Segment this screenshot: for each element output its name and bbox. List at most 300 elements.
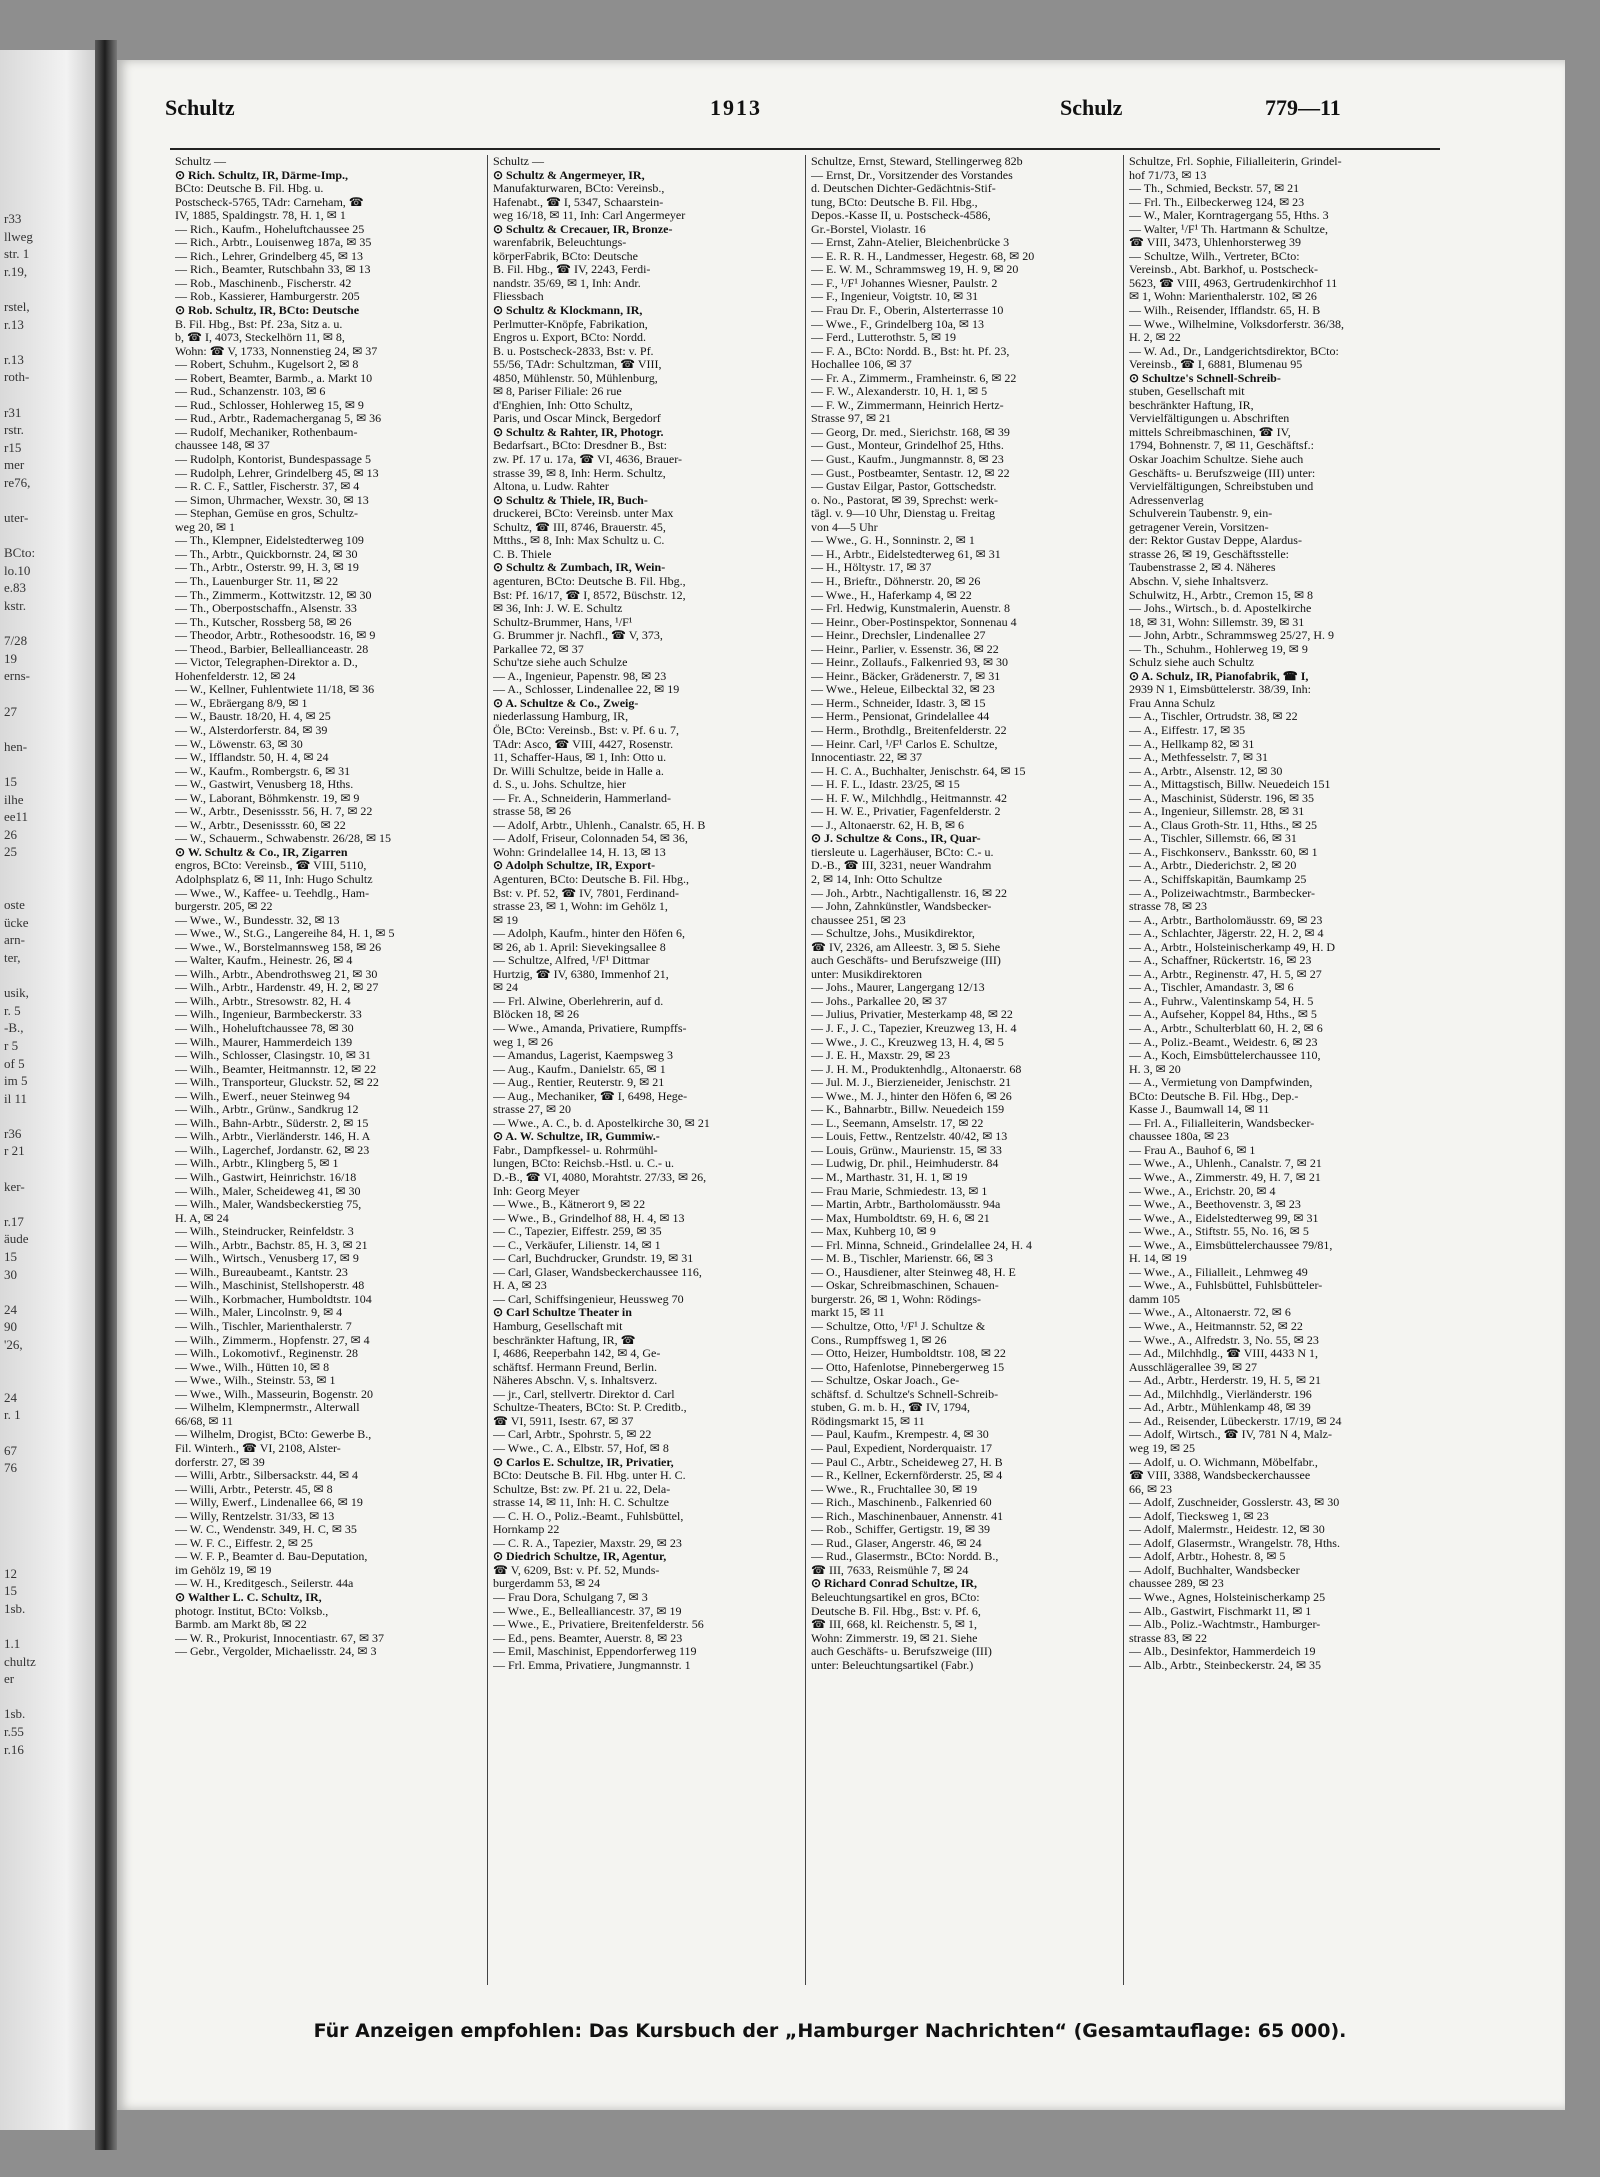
directory-entry-line: mittels Schreibmaschinen, ☎ IV, bbox=[1129, 425, 1291, 439]
facing-page-fragment: r.19, bbox=[4, 263, 28, 279]
directory-entry-line: — Wwe., A., Erichstr. 20, ✉ 4 bbox=[1129, 1184, 1276, 1198]
directory-entry-line: — A., Arbtr., Reginenstr. 47, H. 5, ✉ 27 bbox=[1129, 967, 1322, 981]
directory-entry-line: Hochallee 106, ✉ 37 bbox=[811, 358, 912, 372]
directory-entry-line: Paris, und Oscar Minck, Bergedorf bbox=[493, 412, 661, 426]
facing-page-fragment bbox=[4, 1283, 95, 1301]
directory-entry-line: — Wwe., A., Zimmerstr. 49, H. 7, ✉ 21 bbox=[1129, 1171, 1321, 1185]
directory-entry-line: — A., Fuhrw., Valentinskamp 54, H. 5 bbox=[1129, 994, 1314, 1008]
directory-entry-line: — W., Kaufm., Rombergstr. 6, ✉ 31 bbox=[175, 764, 351, 778]
facing-page-fragment: 12 bbox=[4, 1565, 17, 1581]
directory-entry-line: BCto: Deutsche B. Fil. Hbg. unter H. C. bbox=[493, 1469, 686, 1483]
facing-page-fragment: str. 1 bbox=[4, 246, 30, 262]
facing-page-fragment: ee11 bbox=[4, 809, 29, 825]
directory-entry-line: strasse 58, ✉ 26 bbox=[493, 805, 572, 819]
directory-entry-line: Deutsche B. Fil. Hbg., Bst: v. Pf. 6, bbox=[811, 1604, 981, 1618]
directory-entry-line: — W., Baustr. 18/20, H. 4, ✉ 25 bbox=[175, 710, 331, 724]
directory-entry-line: ☎ V, 6209, Bst: v. Pf. 52, Munds- bbox=[493, 1563, 660, 1577]
directory-entry-line: 4850, Mühlenstr. 50, Mühlenburg, bbox=[493, 371, 658, 385]
facing-page-fragment: r.13 bbox=[4, 316, 24, 332]
directory-entry-line: B. Fil. Hbg., ☎ IV, 2243, Ferdi- bbox=[493, 263, 651, 277]
directory-entry-line: — Wwe., A. C., b. d. Apostelkirche 30, ✉ 21 bbox=[493, 1116, 710, 1130]
directory-entry-line: — W. F. C., Eiffestr. 2, ✉ 25 bbox=[175, 1536, 313, 1550]
directory-entry-line: — A., Koch, Eimsbüttelerchaussee 110, bbox=[1129, 1049, 1321, 1063]
directory-entry-line: — Wwe., W., Bundesstr. 32, ✉ 13 bbox=[175, 913, 340, 927]
directory-entry-line: — Alb., Gastwirt, Fischmarkt 11, ✉ 1 bbox=[1129, 1604, 1312, 1618]
directory-entry-line: — F. A., BCto: Nordd. B., Bst: ht. Pf. 23, bbox=[811, 344, 1010, 358]
directory-entry-line: — W., Arbtr., Desenissstr. 60, ✉ 22 bbox=[175, 818, 346, 832]
facing-page-fragment bbox=[4, 755, 95, 773]
directory-entry-line: — W. Ad., Dr., Landgerichtsdirektor, BCto: bbox=[1129, 344, 1339, 358]
directory-entry-line: Cons., Rumpffsweg 1, ✉ 26 bbox=[811, 1333, 947, 1347]
directory-entry-line: Vereinsb., ☎ I, 6881, Blumenau 95 bbox=[1129, 358, 1303, 372]
directory-entry-line: — Th., Arbtr., Quickbornstr. 24, ✉ 30 bbox=[175, 547, 358, 561]
directory-entry-line: — Rudolph, Kontorist, Bundespassage 5 bbox=[175, 453, 371, 467]
directory-entry-line: — Joh., Arbtr., Nachtigallenstr. 16, ✉ 22 bbox=[811, 886, 1008, 900]
directory-entry-line: — Rob., Maschinenb., Fischerstr. 42 bbox=[175, 276, 352, 290]
directory-entry-line: — C., Tapezier, Eiffestr. 259, ✉ 35 bbox=[493, 1225, 662, 1239]
advertisement-footer: Für Anzeigen empfohlen: Das Kursbuch der „Hamburger Nachrichten“ (Gesamtauflage: 65 000). bbox=[313, 2020, 1347, 2042]
facing-page-fragment bbox=[4, 685, 95, 703]
facing-page-fragment: r 21 bbox=[4, 1143, 25, 1159]
directory-entry-line: Mtths., ✉ 8, Inh: Max Schultz u. C. bbox=[493, 534, 665, 548]
directory-entry-line: BCto: Deutsche B. Fil. Hbg., Dep.- bbox=[1129, 1089, 1299, 1103]
directory-entry-line: tägl. v. 9—10 Uhr, Dienstag u. Freitag bbox=[811, 507, 996, 521]
directory-entry-line: — A., Arbtr., Diederichstr. 2, ✉ 20 bbox=[1129, 859, 1297, 873]
directory-entry-line: — A., Schiffskapitän, Baumkamp 25 bbox=[1129, 872, 1307, 886]
directory-entry-line: — Heinr., Drechsler, Lindenallee 27 bbox=[811, 629, 986, 643]
facing-page-fragment: äude bbox=[4, 1231, 29, 1247]
directory-entry-line: — W., Maler, Korntragergang 55, Hths. 3 bbox=[1129, 209, 1329, 223]
directory-entry-line: — W. H., Kreditgesch., Seilerstr. 44a bbox=[175, 1577, 354, 1591]
facing-page-fragment: r.13 bbox=[4, 351, 24, 367]
column-2 bbox=[493, 155, 801, 1995]
directory-entry-line: — Ad., Arbtr., Herderstr. 19, H. 5, ✉ 21 bbox=[1129, 1374, 1322, 1388]
directory-entry-line: — Otto, Heizer, Humboldtstr. 108, ✉ 22 bbox=[811, 1347, 1006, 1361]
page-number: 779—11 bbox=[1265, 95, 1341, 120]
directory-entry-line: H. A, ✉ 23 bbox=[493, 1279, 547, 1293]
facing-page-fragment: r.55 bbox=[4, 1724, 24, 1740]
directory-entry-line: Wohn: Zimmerstr. 19, ✉ 21. Siehe bbox=[811, 1631, 978, 1645]
directory-entry-line: — C. H. O., Poliz.-Beamt., Fuhlsbüttel, bbox=[493, 1509, 684, 1523]
directory-entry-line: — Wwe., B., Grindelhof 88, H. 4, ✉ 13 bbox=[493, 1211, 685, 1225]
directory-entry-line: — Rob., Kassierer, Hamburgerstr. 205 bbox=[175, 290, 360, 304]
directory-entry-line: photogr. Institut, BCto: Volksb., bbox=[175, 1604, 329, 1618]
facing-page-fragment bbox=[4, 879, 95, 897]
facing-page-fragment: er bbox=[4, 1671, 15, 1687]
directory-entry-line: — J. E. H., Maxstr. 29, ✉ 23 bbox=[811, 1049, 951, 1063]
facing-page-fragment: 15 bbox=[4, 774, 17, 789]
directory-entry-line: — Th., Arbtr., Osterstr. 99, H. 3, ✉ 19 bbox=[175, 561, 359, 575]
directory-entry-line: strasse 83, ✉ 22 bbox=[1129, 1631, 1208, 1645]
directory-entry-line: — Wwe., Wilh., Hütten 10, ✉ 8 bbox=[175, 1360, 330, 1374]
directory-entry-line: — Adolf, u. O. Wichmann, Möbelfabr., bbox=[1129, 1455, 1318, 1469]
directory-entry-line: — J., Altonaerstr. 62, H. B, ✉ 6 bbox=[811, 818, 965, 832]
directory-entry-line: — Victor, Telegraphen-Direktor a. D., bbox=[175, 656, 358, 670]
directory-entry-line: burgerstr. 26, ✉ 1, Wohn: Rödings- bbox=[811, 1292, 981, 1306]
facing-page-fragment bbox=[4, 1494, 95, 1512]
directory-entry-line: C. B. Thiele bbox=[493, 547, 552, 561]
directory-entry-line: — Wwe., M. J., hinter den Höfen 6, ✉ 26 bbox=[811, 1089, 1012, 1103]
directory-entry-line: — Wilh., Arbtr., Bachstr. 85, H. 3, ✉ 21 bbox=[175, 1238, 368, 1252]
directory-entry-line: — A., Tischler, Amandastr. 3, ✉ 6 bbox=[1129, 981, 1294, 995]
facing-page-fragment: r33 bbox=[4, 211, 22, 226]
directory-entry-line: — Wilh., Bureaubeamt., Kantstr. 23 bbox=[175, 1265, 348, 1279]
directory-entry-line: — Martin, Arbtr., Bartholomäusstr. 94a bbox=[811, 1198, 1001, 1212]
facing-page-fragment: uter- bbox=[4, 510, 29, 526]
facing-page-fragment bbox=[4, 1512, 95, 1530]
directory-entry-line: Engros u. Export, BCto: Nordd. bbox=[493, 331, 646, 345]
directory-entry-line: ⊙ J. Schultze & Cons., IR, Quar- bbox=[811, 832, 981, 846]
directory-entry-line: — A., Eiffestr. 17, ✉ 35 bbox=[1129, 723, 1246, 737]
facing-page-fragment: llweg bbox=[4, 228, 33, 244]
directory-entry-line: — Adolph, Kaufm., hinter den Höfen 6, bbox=[493, 927, 685, 941]
directory-entry-line: ⊙ Rich. Schultz, IR, Därme-Imp., bbox=[175, 168, 349, 182]
directory-entry-line: — W. F. P., Beamter d. Bau-Deputation, bbox=[175, 1550, 368, 1564]
directory-entry-line: TAdr: Asco, ☎ VIII, 4427, Rosenstr. bbox=[493, 737, 674, 751]
directory-entry-line: G. Brummer jr. Nachfl., ☎ V, 373, bbox=[493, 629, 663, 643]
directory-entry-line: — Alb., Arbtr., Steinbeckerstr. 24, ✉ 35 bbox=[1129, 1658, 1322, 1672]
directory-entry-line: Wohn: Grindelallee 14, H. 13, ✉ 13 bbox=[493, 845, 666, 859]
directory-entry-line: — Theodor, Arbtr., Rothesoodstr. 16, ✉ 9 bbox=[175, 629, 376, 643]
directory-entry-line: — Paul C., Arbtr., Scheideweg 27, H. B bbox=[811, 1455, 1003, 1469]
directory-entry-line: ☎ VI, 5911, Isestr. 67, ✉ 37 bbox=[493, 1414, 634, 1428]
facing-page-fragment: 24 bbox=[4, 1389, 17, 1405]
directory-entry-line: — Heinr., Bäcker, Grädenerstr. 7, ✉ 31 bbox=[811, 669, 1001, 683]
directory-entry-line: — Rudolph, Lehrer, Grindelberg 45, ✉ 13 bbox=[175, 466, 379, 480]
directory-entry-line: Schu'tze siehe auch Schulze bbox=[493, 656, 628, 670]
directory-entry-line: Bedarfsart., BCto: Dresdner B., Bst: bbox=[493, 439, 667, 453]
directory-entry-line: — Ad., Milchhdlg., ☎ VIII, 4433 N 1, bbox=[1129, 1347, 1319, 1361]
directory-entry-line: Hamburg, Gesellschaft mit bbox=[493, 1320, 623, 1334]
directory-entry-line: — H. W. E., Privatier, Fagenfelderstr. 2 bbox=[811, 805, 1001, 819]
directory-entry-line: — Frl. Th., Eilbeckerweg 124, ✉ 23 bbox=[1129, 195, 1305, 209]
directory-entry-line: — F., ¹/F¹ Johannes Wiesner, Paulstr. 2 bbox=[811, 276, 998, 290]
directory-entry-line: nandstr. 35/69, ✉ 1, Inh: Andr. bbox=[493, 276, 641, 290]
directory-entry-line: — M., Marthastr. 31, H. 1, ✉ 19 bbox=[811, 1171, 968, 1185]
directory-entry-line: — Wwe., E., Privatiere, Breitenfelderstr. 56 bbox=[493, 1618, 704, 1632]
directory-entry-line: chaussee 148, ✉ 37 bbox=[175, 439, 270, 453]
directory-entry-line: — Frau Dr. F., Oberin, Alsterterrasse 10 bbox=[811, 304, 1004, 318]
directory-entry-line: — H. C. A., Buchhalter, Jenischstr. 64, ✉ 15 bbox=[811, 764, 1026, 778]
directory-entry-line: — Heinr., Parlier, v. Essenstr. 36, ✉ 22 bbox=[811, 642, 999, 656]
directory-entry-line: — H., Brieftr., Döhnerstr. 20, ✉ 26 bbox=[811, 574, 981, 588]
directory-entry-line: Schultze, Frl. Sophie, Filialleiterin, Grindel- bbox=[1129, 155, 1342, 168]
directory-entry-line: Vereinsb., Abt. Barkhof, u. Postscheck- bbox=[1129, 263, 1318, 277]
directory-entry-line: — A., Arbtr., Alsenstr. 12, ✉ 30 bbox=[1129, 764, 1283, 778]
directory-entry-line: — Wilh., Tischler, Marienthalerstr. 7 bbox=[175, 1320, 352, 1334]
directory-entry-line: — Wwe., H., Haferkamp 4, ✉ 22 bbox=[811, 588, 972, 602]
directory-entry-line: — Schultze, Wilh., Vertreter, BCto: bbox=[1129, 249, 1300, 263]
page-header bbox=[60, 95, 1440, 135]
directory-entry-line: ⊙ Schultz & Zumbach, IR, Wein- bbox=[493, 561, 666, 575]
directory-entry-line: — A., Poliz.-Beamt., Weidestr. 6, ✉ 23 bbox=[1129, 1035, 1318, 1049]
directory-entry-line: im Gehölz 19, ✉ 19 bbox=[175, 1563, 272, 1577]
directory-entry-line: — A., Schlosser, Lindenallee 22, ✉ 19 bbox=[493, 683, 680, 697]
directory-entry-line: — Wilh., Arbtr., Vierländerstr. 146, H. A bbox=[175, 1130, 371, 1144]
directory-entry-line: — K., Bahnarbtr., Billw. Neuedeich 159 bbox=[811, 1103, 1005, 1117]
directory-entry-line: schäftsf. d. Schultze's Schnell-Schreib- bbox=[811, 1387, 999, 1401]
directory-entry-line: — Wilh., Beamter, Heitmannstr. 12, ✉ 22 bbox=[175, 1062, 377, 1076]
directory-entry-line: — Wilh., Arbtr., Hardenstr. 49, H. 2, ✉ 27 bbox=[175, 981, 379, 995]
directory-entry-line: — Rud., Arbtr., Rademacherganag 5, ✉ 36 bbox=[175, 412, 382, 426]
directory-entry-line: — W. R., Prokurist, Innocentiastr. 67, ✉ 37 bbox=[175, 1631, 385, 1645]
facing-page-fragment: ilhe bbox=[4, 791, 24, 807]
directory-entry-line: stuben, G. m. b. H., ☎ IV, 1794, bbox=[811, 1401, 971, 1415]
directory-entry-line: — F., Ingenieur, Voigtstr. 10, ✉ 31 bbox=[811, 290, 979, 304]
facing-page-fragment: ker- bbox=[4, 1178, 25, 1194]
directory-entry-line: — Wilh., Maler, Scheideweg 41, ✉ 30 bbox=[175, 1184, 361, 1198]
directory-entry-line: damm 105 bbox=[1129, 1292, 1180, 1306]
directory-entry-line: — Herm., Brothdlg., Breitenfelderstr. 22 bbox=[811, 723, 1007, 737]
facing-page-fragment: r. 1 bbox=[4, 1407, 21, 1423]
directory-entry-line: — Rud., Glasermstr., BCto: Nordd. B., bbox=[811, 1550, 999, 1564]
directory-entry-line: — Rud., Glaser, Angerstr. 46, ✉ 24 bbox=[811, 1536, 982, 1550]
directory-entry-line: — Wwe., W., Borstelmannsweg 158, ✉ 26 bbox=[175, 940, 382, 954]
directory-entry-line: — Rob., Schiffer, Gertigstr. 19, ✉ 39 bbox=[811, 1523, 991, 1537]
directory-entry-line: — Oskar, Schreibmaschinen, Schauen- bbox=[811, 1279, 999, 1293]
directory-entry-line: — John, Zahnkünstler, Wandsbecker- bbox=[811, 900, 992, 914]
directory-entry-line: strasse 78, ✉ 23 bbox=[1129, 900, 1208, 914]
directory-entry-line: — Louis, Grünw., Maurienstr. 15, ✉ 33 bbox=[811, 1143, 1002, 1157]
directory-entry-line: — Wwe., Heleue, Eilbecktal 32, ✉ 23 bbox=[811, 683, 995, 697]
directory-entry-line: — Wwe., A., Alfredstr. 3, No. 55, ✉ 23 bbox=[1129, 1333, 1319, 1347]
directory-entry-line: Bst: v. Pf. 52, ☎ IV, 7801, Ferdinand- bbox=[493, 886, 679, 900]
directory-entry-line: — Wwe., C. A., Elbstr. 57, Hof, ✉ 8 bbox=[493, 1441, 669, 1455]
facing-page-fragment: 1sb. bbox=[4, 1600, 26, 1616]
directory-entry-line: — J. F., J. C., Tapezier, Kreuzweg 13, H. 4 bbox=[811, 1022, 1017, 1035]
directory-entry-line: — Wilh., Reisender, Ifflandstr. 65, H. B bbox=[1129, 304, 1321, 318]
directory-entry-line: Agenturen, BCto: Deutsche B. Fil. Hbg., bbox=[493, 872, 689, 886]
facing-page-fragment: 67 bbox=[4, 1442, 17, 1458]
directory-entry-line: — Wwe., A., Stiftstr. 55, No. 16, ✉ 5 bbox=[1129, 1225, 1309, 1239]
directory-entry-line: — Johs., Maurer, Langergang 12/13 bbox=[811, 981, 985, 995]
directory-entry-line: — Wilh., Maler, Wandsbeckerstieg 75, bbox=[175, 1198, 362, 1212]
directory-entry-line: Abschn. V, siehe Inhaltsverz. bbox=[1129, 574, 1269, 588]
directory-entry-line: — Wilh., Maschinist, Stellshoperstr. 48 bbox=[175, 1279, 365, 1293]
facing-page-fragment: BCto: bbox=[4, 545, 36, 561]
directory-entry-line: — Adolf, Malermstr., Heidestr. 12, ✉ 30 bbox=[1129, 1523, 1325, 1537]
directory-entry-line: Adressenverlag bbox=[1129, 493, 1204, 507]
directory-entry-line: — C., Verkäufer, Lilienstr. 14, ✉ 1 bbox=[493, 1238, 661, 1252]
directory-entry-line: — Wilh., Korbmacher, Humboldtstr. 104 bbox=[175, 1292, 372, 1306]
directory-entry-line: chaussee 289, ✉ 23 bbox=[1129, 1577, 1224, 1591]
directory-entry-line: — Wwe., W., St.G., Langereihe 84, H. 1, ✉ 5 bbox=[175, 927, 395, 941]
directory-entry-line: Beleuchtungsartikel en gros, BCto: bbox=[811, 1590, 980, 1604]
facing-page-fragment: ter, bbox=[4, 949, 21, 965]
directory-entry-line: 66/68, ✉ 11 bbox=[175, 1414, 233, 1428]
directory-entry-line: — Adolf, Wirtsch., ☎ IV, 781 N 4, Malz- bbox=[1129, 1428, 1333, 1442]
directory-entry-line: — Wwe., A., Eidelstedterweg 99, ✉ 31 bbox=[1129, 1211, 1319, 1225]
directory-entry-line: ✉ 26, ab 1. April: Sievekingsallee 8 bbox=[493, 940, 666, 954]
directory-entry-line: strasse 26, ✉ 19, Geschäftsstelle: bbox=[1129, 547, 1290, 561]
header-running-head-right: Schulz bbox=[1060, 95, 1123, 120]
directory-entry-line: — Th., Zimmerm., Kottwitzstr. 12, ✉ 30 bbox=[175, 588, 372, 602]
directory-entry-line: getragener Verein, Vorsitzen- bbox=[1129, 520, 1269, 534]
directory-entry-line: Vervielfältigungen u. Abschriften bbox=[1129, 412, 1290, 426]
directory-entry-line: — Rich., Arbtr., Louisenweg 187a, ✉ 35 bbox=[175, 236, 372, 250]
facing-page-fragment bbox=[4, 1547, 95, 1565]
facing-page-fragment: kstr. bbox=[4, 598, 27, 614]
directory-entry-line: — Wilh., Wirtsch., Venusberg 17, ✉ 9 bbox=[175, 1252, 359, 1266]
directory-entry-line: — Gust., Kaufm., Jungmannstr. 8, ✉ 23 bbox=[811, 453, 1004, 467]
directory-entry-line: Hafenabt., ☎ I, 5347, Schaarstein- bbox=[493, 195, 664, 209]
directory-entry-line: — Wwe., A., Fuhlsbüttel, Fuhlsbütteler- bbox=[1129, 1279, 1323, 1293]
directory-entry-line: Schulwitz, H., Arbtr., Cremon 15, ✉ 8 bbox=[1129, 588, 1314, 602]
directory-entry-line: — Th., Lauenburger Str. 11, ✉ 22 bbox=[175, 574, 339, 588]
facing-page-fragment bbox=[4, 492, 95, 510]
directory-entry-line: — A., Ingenieur, Sillemstr. 28, ✉ 31 bbox=[1129, 805, 1305, 819]
facing-page-fragment bbox=[4, 1195, 95, 1213]
facing-page-fragment bbox=[4, 967, 95, 985]
directory-entry-line: — Paul, Kaufm., Krempestr. 4, ✉ 30 bbox=[811, 1428, 989, 1442]
directory-entry-line: Depos.-Kasse II, u. Postscheck-4586, bbox=[811, 209, 991, 223]
directory-entry-line: — Rich., Kaufm., Hoheluftchaussee 25 bbox=[175, 222, 365, 236]
directory-entry-line: tung, BCto: Deutsche B. Fil. Hbg., bbox=[811, 195, 978, 209]
directory-entry-line: Blöcken 18, ✉ 26 bbox=[493, 1008, 580, 1022]
column-divider bbox=[487, 155, 488, 1985]
directory-entry-line: BCto: Deutsche B. Fil. Hbg. u. bbox=[175, 182, 324, 196]
directory-entry-line: ☎ III, 7633, Reismühle 7, ✉ 24 bbox=[811, 1563, 969, 1577]
directory-entry-line: — W., Ebräergang 8/9, ✉ 1 bbox=[175, 696, 308, 710]
directory-entry-line: Oskar Joachim Schultze. Siehe auch bbox=[1129, 453, 1304, 467]
directory-entry-line: d. Deutschen Dichter-Gedächtnis-Stif- bbox=[811, 182, 996, 196]
directory-entry-line: — A., Ingenieur, Papenstr. 98, ✉ 23 bbox=[493, 669, 667, 683]
facing-page-fragment: 15 bbox=[4, 1249, 17, 1265]
facing-page-fragment: chultz bbox=[4, 1653, 36, 1669]
directory-entry-line: o. No., Pastorat, ✉ 39, Sprechst: werk- bbox=[811, 493, 999, 507]
directory-entry-line: — Gebr., Vergolder, Michaelisstr. 24, ✉ 3 bbox=[175, 1645, 377, 1659]
directory-entry-line: — Theod., Barbier, Belleallianceastr. 28 bbox=[175, 642, 369, 656]
directory-entry-line: — Fr. A., Schneiderin, Hammerland- bbox=[493, 791, 671, 805]
directory-entry-line: — R., Kellner, Eckernförderstr. 25, ✉ 4 bbox=[811, 1469, 1003, 1483]
directory-entry-line: unter: Musikdirektoren bbox=[811, 967, 922, 981]
directory-entry-line: — A., Tischler, Ortrudstr. 38, ✉ 22 bbox=[1129, 710, 1298, 724]
directory-entry-line: 5623, ☎ VIII, 4963, Gertrudenkirchhof 11 bbox=[1129, 276, 1338, 290]
directory-entry-line: — Robert, Beamter, Barmb., a. Markt 10 bbox=[175, 371, 373, 385]
facing-page-fragment: rstel, bbox=[4, 298, 30, 314]
directory-entry-line: — Adolf, Arbtr., Hohestr. 8, ✉ 5 bbox=[1129, 1550, 1286, 1564]
facing-page-fragment bbox=[4, 280, 95, 298]
facing-page-fragment bbox=[4, 1354, 95, 1372]
directory-entry-line: ⊙ Adolph Schultze, IR, Export- bbox=[493, 859, 656, 873]
facing-page-fragment: ücke bbox=[4, 914, 29, 930]
directory-entry-line: — M. B., Tischler, Marienstr. 66, ✉ 3 bbox=[811, 1252, 993, 1266]
directory-entry-line: b, ☎ I, 4073, Steckelhörn 11, ✉ 8, bbox=[175, 331, 345, 345]
directory-entry-line: — Paul, Expedient, Norderquaistr. 17 bbox=[811, 1441, 992, 1455]
directory-entry-line: — Frl. Minna, Schneid., Grindelallee 24, H. 4 bbox=[811, 1238, 1032, 1252]
directory-entry-line: zw. Pf. 17 u. 17a, ☎ VI, 4636, Brauer- bbox=[493, 453, 683, 467]
directory-entry-line: — Julius, Privatier, Mesterkamp 48, ✉ 22 bbox=[811, 1008, 1013, 1022]
directory-entry-line: — C. R. A., Tapezier, Maxstr. 29, ✉ 23 bbox=[493, 1536, 682, 1550]
facing-page-fragment: lo.10 bbox=[4, 562, 31, 578]
directory-entry-line: ☎ III, 668, kl. Reichenstr. 5, ✉ 1, bbox=[811, 1618, 977, 1632]
directory-entry-line: ✉ 1, Wohn: Marienthalerstr. 102, ✉ 26 bbox=[1129, 290, 1317, 304]
directory-entry-line: — Ferd., Lutterothstr. 5, ✉ 19 bbox=[811, 331, 957, 345]
directory-entry-line: — O., Hausdiener, alter Steinweg 48, H. E bbox=[811, 1265, 1016, 1279]
directory-entry-line: — Emil, Maschinist, Eppendorferweg 119 bbox=[493, 1645, 697, 1659]
directory-entry-line: schäftsf. Hermann Freund, Berlin. bbox=[493, 1360, 657, 1374]
directory-entry-line: — R. C. F., Sattler, Fischerstr. 37, ✉ 4 bbox=[175, 480, 360, 494]
directory-entry-line: strasse 14, ✉ 11, Inh: H. C. Schultze bbox=[493, 1496, 669, 1510]
directory-entry-line: — Adolf, Buchhalter, Wandsbecker bbox=[1129, 1563, 1300, 1577]
directory-entry-line: ✉ 36, Inh: J. W. E. Schultz bbox=[493, 602, 623, 616]
directory-entry-line: — jr., Carl, stellvertr. Direktor d. Carl bbox=[493, 1387, 675, 1401]
directory-entry-line: ✉ 24 bbox=[493, 981, 519, 995]
directory-entry-line: — Alb., Desinfektor, Hammerdeich 19 bbox=[1129, 1645, 1316, 1659]
directory-entry-line: — Carl, Schiffsingenieur, Heussweg 70 bbox=[493, 1292, 684, 1306]
directory-entry-line: Hornkamp 22 bbox=[493, 1523, 560, 1537]
facing-page-fragment bbox=[4, 615, 95, 633]
directory-entry-line: — Louis, Fettw., Rentzelstr. 40/42, ✉ 13 bbox=[811, 1130, 1008, 1144]
facing-page-fragment: of 5 bbox=[4, 1055, 25, 1071]
facing-page-fragment bbox=[4, 1371, 95, 1389]
directory-entry-line: — A., Fischkonserv., Banksstr. 60, ✉ 1 bbox=[1129, 845, 1318, 859]
facing-page-fragment: 25 bbox=[4, 844, 17, 860]
directory-entry-line: — A., Schaffner, Rückertstr. 16, ✉ 23 bbox=[1129, 954, 1312, 968]
directory-entry-line: Geschäfts- u. Berufszweige (III) unter: bbox=[1129, 466, 1316, 480]
directory-entry-line: 55/56, TAdr: Schultzman, ☎ VIII, bbox=[493, 358, 662, 372]
facing-page-fragment: rstr. bbox=[4, 422, 24, 438]
directory-entry-line: — Th., Schmied, Beckstr. 57, ✉ 21 bbox=[1129, 182, 1300, 196]
facing-page-fragment: arn- bbox=[4, 932, 25, 948]
directory-entry-line: ☎ VIII, 3388, Wandsbeckerchaussee bbox=[1129, 1469, 1311, 1483]
directory-entry-line: — Wilh., Zimmerm., Hopfenstr. 27, ✉ 4 bbox=[175, 1333, 370, 1347]
directory-entry-line: — Wwe., E., Bellealliancestr. 37, ✉ 19 bbox=[493, 1604, 682, 1618]
facing-page-fragment: r.17 bbox=[4, 1213, 24, 1229]
directory-entry-line: — Johs., Wirtsch., b. d. Apostelkirche bbox=[1129, 602, 1312, 616]
directory-entry-line: — W. C., Wendenstr. 349, H. C, ✉ 35 bbox=[175, 1523, 357, 1537]
directory-entry-line: — Rud., Schanzenstr. 103, ✉ 6 bbox=[175, 385, 326, 399]
directory-entry-line: tiersleute u. Lagerhäuser, BCto: C.- u. bbox=[811, 845, 994, 859]
directory-entry-line: chaussee 180a, ✉ 23 bbox=[1129, 1130, 1230, 1144]
directory-entry-line: — W., Gastwirt, Venusberg 18, Hths. bbox=[175, 778, 354, 792]
directory-entry-line: 2, ✉ 14, Inh: Otto Schultze bbox=[811, 872, 943, 886]
directory-entry-line: — A., Tischler, Sillemstr. 66, ✉ 31 bbox=[1129, 832, 1297, 846]
directory-entry-line: auch Geschäfts- u. Berufszweige (III) bbox=[811, 1645, 992, 1659]
directory-entry-line: — Heinr., Zollaufs., Falkenried 93, ✉ 30 bbox=[811, 656, 1009, 670]
directory-entry-line: — Wilh., Steindrucker, Reinfeldstr. 3 bbox=[175, 1225, 354, 1239]
directory-entry-line: — Wwe., A., Altonaerstr. 72, ✉ 6 bbox=[1129, 1306, 1291, 1320]
directory-entry-line: Hurtzig, ☎ IV, 6380, Immenhof 21, bbox=[493, 967, 669, 981]
directory-entry-line: — John, Arbtr., Schrammsweg 25/27, H. 9 bbox=[1129, 629, 1334, 643]
directory-entry-line: — Wwe., R., Fruchtallee 30, ✉ 19 bbox=[811, 1482, 978, 1496]
directory-entry-line: beschränkter Haftung, IR, ☎ bbox=[493, 1333, 636, 1347]
directory-entry-line: 18, ✉ 31, Wohn: Sillemstr. 39, ✉ 31 bbox=[1129, 615, 1305, 629]
directory-entry-line: — Fr. A., Zimmerm., Framheinstr. 6, ✉ 22 bbox=[811, 371, 1017, 385]
directory-entry-line: Kasse J., Baumwall 14, ✉ 11 bbox=[1129, 1103, 1270, 1117]
directory-entry-line: Schultz — bbox=[175, 155, 226, 168]
directory-entry-line: — Wilh., Lagerchef, Jordanstr. 62, ✉ 23 bbox=[175, 1143, 370, 1157]
directory-entry-line: — Wwe., A., Eimsbüttelerchaussee 79/81, bbox=[1129, 1238, 1333, 1252]
facing-page-fragment: oste bbox=[4, 897, 25, 913]
directory-entry-line: d. S., u. Johs. Schultze, hier bbox=[493, 778, 626, 792]
column-4 bbox=[1129, 155, 1439, 1995]
directory-entry-line: burgerdamm 53, ✉ 24 bbox=[493, 1577, 601, 1591]
directory-entry-line: — Wwe., F., Grindelberg 10a, ✉ 13 bbox=[811, 317, 984, 331]
directory-entry-line: — Walter, Kaufm., Heinestr. 26, ✉ 4 bbox=[175, 954, 353, 968]
directory-entry-line: IV, 1885, Spaldingstr. 78, H. 1, ✉ 1 bbox=[175, 209, 346, 223]
directory-entry-line: — Ad., Milchhdlg., Vierländerstr. 196 bbox=[1129, 1387, 1312, 1401]
directory-entry-line: ⊙ Richard Conrad Schultze, IR, bbox=[811, 1577, 978, 1591]
directory-entry-line: D.-B., ☎ III, 3231, neuer Wandrahm bbox=[811, 859, 992, 873]
facing-page-fragment: r36 bbox=[4, 1125, 22, 1141]
directory-entry-line: I, 4686, Reeperbahn 142, ✉ 4, Ge- bbox=[493, 1347, 661, 1361]
directory-entry-line: von 4—5 Uhr bbox=[811, 520, 878, 534]
directory-entry-line: Wohn: ☎ V, 1733, Nonnenstieg 24, ✉ 37 bbox=[175, 344, 378, 358]
directory-entry-line: — Rudolf, Mechaniker, Rothenbaum- bbox=[175, 425, 358, 439]
header-rule bbox=[170, 148, 1440, 150]
directory-entry-line: — Adolf, Glasermstr., Wrangelstr. 78, Hths. bbox=[1129, 1536, 1340, 1550]
